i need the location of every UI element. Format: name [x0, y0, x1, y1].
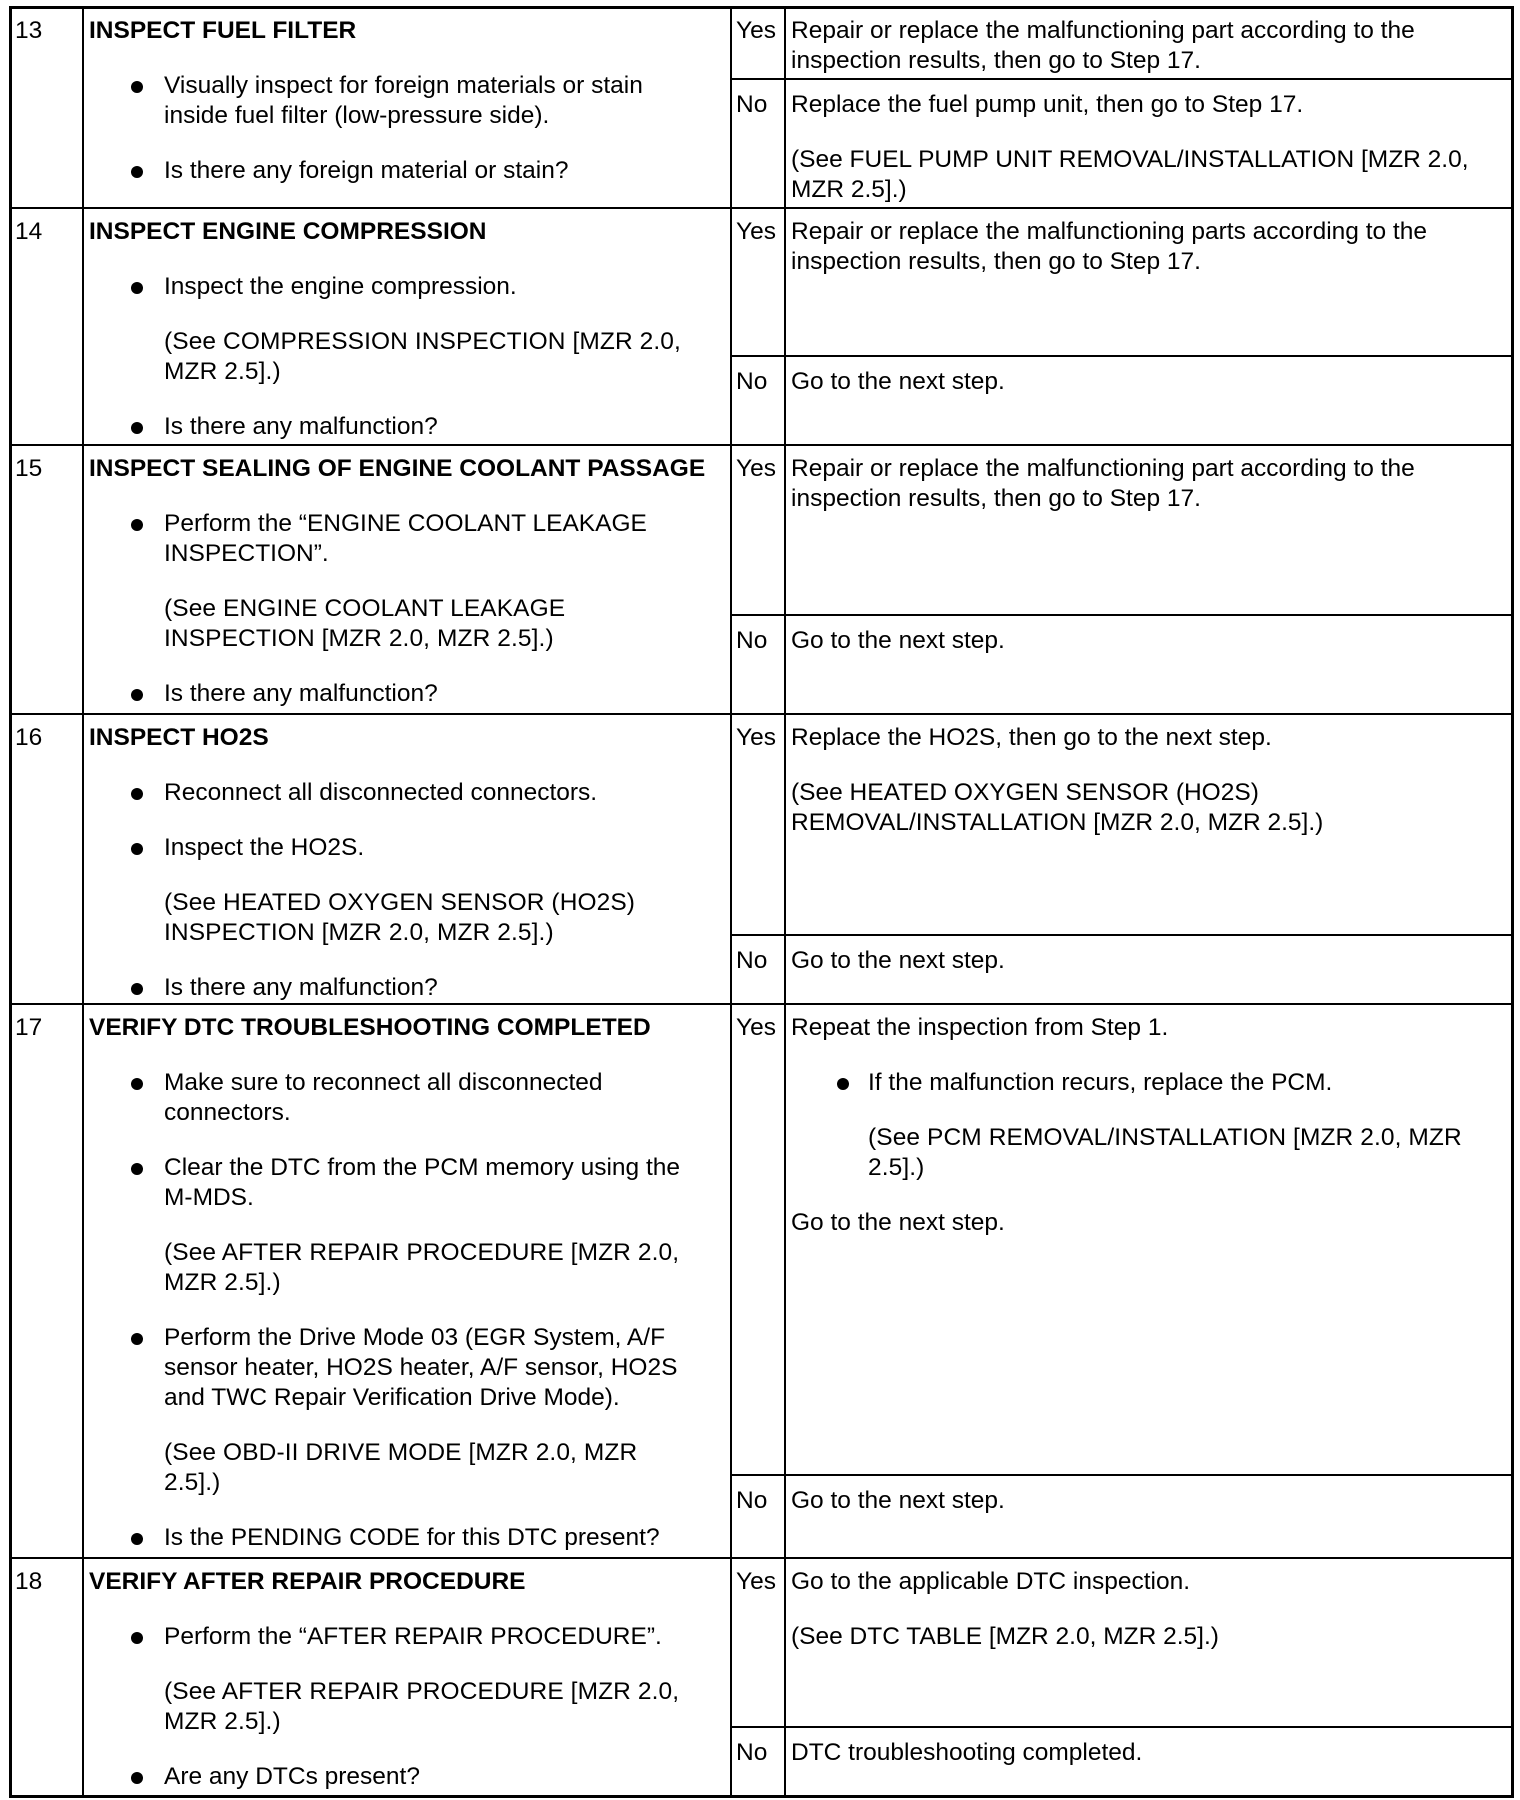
body-text: Replace the fuel pump unit, then go to Step 17. — [791, 91, 1304, 118]
bullet-text: If the malfunction recurs, replace the PCM. — [868, 1069, 1333, 1096]
reference-text: MZR 2.5].) — [164, 358, 281, 385]
reference-text: (See HEATED OXYGEN SENSOR (HO2S) — [164, 889, 636, 916]
reference-text: (See OBD-II DRIVE MODE [MZR 2.0, MZR — [164, 1439, 638, 1466]
step-title: INSPECT HO2S — [89, 724, 269, 751]
step-number: 16 — [15, 724, 43, 751]
body-text: Repair or replace the malfunctioning parts according to the — [791, 218, 1427, 245]
bullet-icon — [131, 519, 143, 531]
row-divider — [9, 1557, 1514, 1559]
body-text: Go to the next step. — [791, 1209, 1005, 1236]
reference-text: (See AFTER REPAIR PROCEDURE [MZR 2.0, — [164, 1678, 680, 1705]
yes-label: Yes — [736, 1568, 776, 1595]
bullet-icon — [131, 282, 143, 294]
bullet-text: and TWC Repair Verification Drive Mode). — [164, 1384, 620, 1411]
bullet-icon — [131, 1772, 143, 1784]
bullet-icon — [131, 422, 143, 434]
step-title: INSPECT FUEL FILTER — [89, 17, 357, 44]
table-border-left — [9, 6, 12, 1798]
column-divider — [730, 6, 732, 1798]
bullet-icon — [131, 1333, 143, 1345]
body-text: Go to the next step. — [791, 627, 1005, 654]
bullet-icon — [131, 788, 143, 800]
bullet-icon — [131, 81, 143, 93]
bullet-text: Is there any foreign material or stain? — [164, 157, 569, 184]
reference-text: 2.5].) — [164, 1469, 221, 1496]
bullet-text: Is there any malfunction? — [164, 974, 438, 1001]
bullet-icon — [131, 843, 143, 855]
reference-text: (See COMPRESSION INSPECTION [MZR 2.0, — [164, 328, 681, 355]
bullet-icon — [131, 689, 143, 701]
body-text: (See HEATED OXYGEN SENSOR (HO2S) — [791, 779, 1259, 806]
step-number: 18 — [15, 1568, 43, 1595]
bullet-text: Visually inspect for foreign materials or stain — [164, 72, 643, 99]
bullet-icon — [131, 1533, 143, 1545]
bullet-text: Perform the “AFTER REPAIR PROCEDURE”. — [164, 1623, 662, 1650]
yes-no-divider — [730, 1726, 1514, 1728]
column-divider — [82, 6, 84, 1798]
yes-label: Yes — [736, 218, 776, 245]
bullet-text: inside fuel filter (low-pressure side). — [164, 102, 550, 129]
step-number: 14 — [15, 218, 43, 245]
bullet-icon — [131, 1163, 143, 1175]
reference-text: (See AFTER REPAIR PROCEDURE [MZR 2.0, — [164, 1239, 680, 1266]
yes-no-divider — [730, 355, 1514, 357]
body-text: inspection results, then go to Step 17. — [791, 47, 1201, 74]
reference-text: 2.5].) — [868, 1154, 925, 1181]
body-text: Go to the next step. — [791, 368, 1005, 395]
yes-no-divider — [730, 1474, 1514, 1476]
bullet-text: Clear the DTC from the PCM memory using the — [164, 1154, 681, 1181]
table-border-right — [1511, 6, 1514, 1798]
step-title: VERIFY DTC TROUBLESHOOTING COMPLETED — [89, 1014, 651, 1041]
bullet-text: Is there any malfunction? — [164, 680, 438, 707]
bullet-icon — [131, 1632, 143, 1644]
step-title: VERIFY AFTER REPAIR PROCEDURE — [89, 1568, 526, 1595]
row-divider — [9, 207, 1514, 209]
no-label: No — [736, 947, 768, 974]
row-divider — [9, 713, 1514, 715]
body-text: Go to the next step. — [791, 947, 1005, 974]
table-border-bottom — [9, 1795, 1514, 1798]
bullet-text: Inspect the HO2S. — [164, 834, 365, 861]
bullet-text: sensor heater, HO2S heater, A/F sensor, HO2S — [164, 1354, 678, 1381]
troubleshooting-table — [9, 6, 1514, 1798]
table-border-top — [9, 6, 1514, 9]
body-text: DTC troubleshooting completed. — [791, 1739, 1143, 1766]
body-text: Replace the HO2S, then go to the next step. — [791, 724, 1272, 751]
bullet-icon — [131, 1078, 143, 1090]
yes-no-divider — [730, 934, 1514, 936]
bullet-text: Is the PENDING CODE for this DTC present? — [164, 1524, 660, 1551]
bullet-icon — [837, 1078, 849, 1090]
bullet-icon — [131, 983, 143, 995]
body-text: Go to the next step. — [791, 1487, 1005, 1514]
bullet-text: M-MDS. — [164, 1184, 254, 1211]
bullet-text: Reconnect all disconnected connectors. — [164, 779, 598, 806]
bullet-text: connectors. — [164, 1099, 291, 1126]
row-divider — [9, 1003, 1514, 1005]
bullet-text: INSPECTION”. — [164, 540, 329, 567]
bullet-icon — [131, 166, 143, 178]
reference-text: INSPECTION [MZR 2.0, MZR 2.5].) — [164, 919, 554, 946]
no-label: No — [736, 1487, 768, 1514]
reference-text: MZR 2.5].) — [164, 1269, 281, 1296]
reference-text: (See ENGINE COOLANT LEAKAGE — [164, 595, 566, 622]
yes-label: Yes — [736, 17, 776, 44]
body-text: Go to the applicable DTC inspection. — [791, 1568, 1191, 1595]
no-label: No — [736, 368, 768, 395]
column-divider — [784, 6, 786, 1798]
reference-text: MZR 2.5].) — [164, 1708, 281, 1735]
bullet-text: Inspect the engine compression. — [164, 273, 517, 300]
body-text: Repair or replace the malfunctioning part according to the — [791, 17, 1415, 44]
yes-label: Yes — [736, 455, 776, 482]
body-text: inspection results, then go to Step 17. — [791, 248, 1201, 275]
yes-label: Yes — [736, 1014, 776, 1041]
bullet-text: Perform the “ENGINE COOLANT LEAKAGE — [164, 510, 647, 537]
row-divider — [9, 444, 1514, 446]
step-number: 13 — [15, 17, 43, 44]
reference-text: INSPECTION [MZR 2.0, MZR 2.5].) — [164, 625, 554, 652]
body-text: REMOVAL/INSTALLATION [MZR 2.0, MZR 2.5].) — [791, 809, 1324, 836]
body-text: MZR 2.5].) — [791, 176, 907, 203]
yes-label: Yes — [736, 724, 776, 751]
step-title: INSPECT SEALING OF ENGINE COOLANT PASSAGE — [89, 455, 706, 482]
step-number: 15 — [15, 455, 43, 482]
bullet-text: Are any DTCs present? — [164, 1763, 420, 1790]
reference-text: (See PCM REMOVAL/INSTALLATION [MZR 2.0, MZR — [868, 1124, 1462, 1151]
body-text: inspection results, then go to Step 17. — [791, 485, 1201, 512]
no-label: No — [736, 627, 768, 654]
body-text: Repair or replace the malfunctioning part according to the — [791, 455, 1415, 482]
yes-no-divider — [730, 78, 1514, 80]
no-label: No — [736, 1739, 768, 1766]
bullet-text: Is there any malfunction? — [164, 413, 438, 440]
bullet-text: Make sure to reconnect all disconnected — [164, 1069, 603, 1096]
yes-no-divider — [730, 614, 1514, 616]
step-title: INSPECT ENGINE COMPRESSION — [89, 218, 487, 245]
step-number: 17 — [15, 1014, 43, 1041]
no-label: No — [736, 91, 768, 118]
bullet-text: Perform the Drive Mode 03 (EGR System, A/F — [164, 1324, 666, 1351]
body-text: Repeat the inspection from Step 1. — [791, 1014, 1169, 1041]
body-text: (See FUEL PUMP UNIT REMOVAL/INSTALLATION [MZR 2.0, — [791, 146, 1469, 173]
body-text: (See DTC TABLE [MZR 2.0, MZR 2.5].) — [791, 1623, 1219, 1650]
